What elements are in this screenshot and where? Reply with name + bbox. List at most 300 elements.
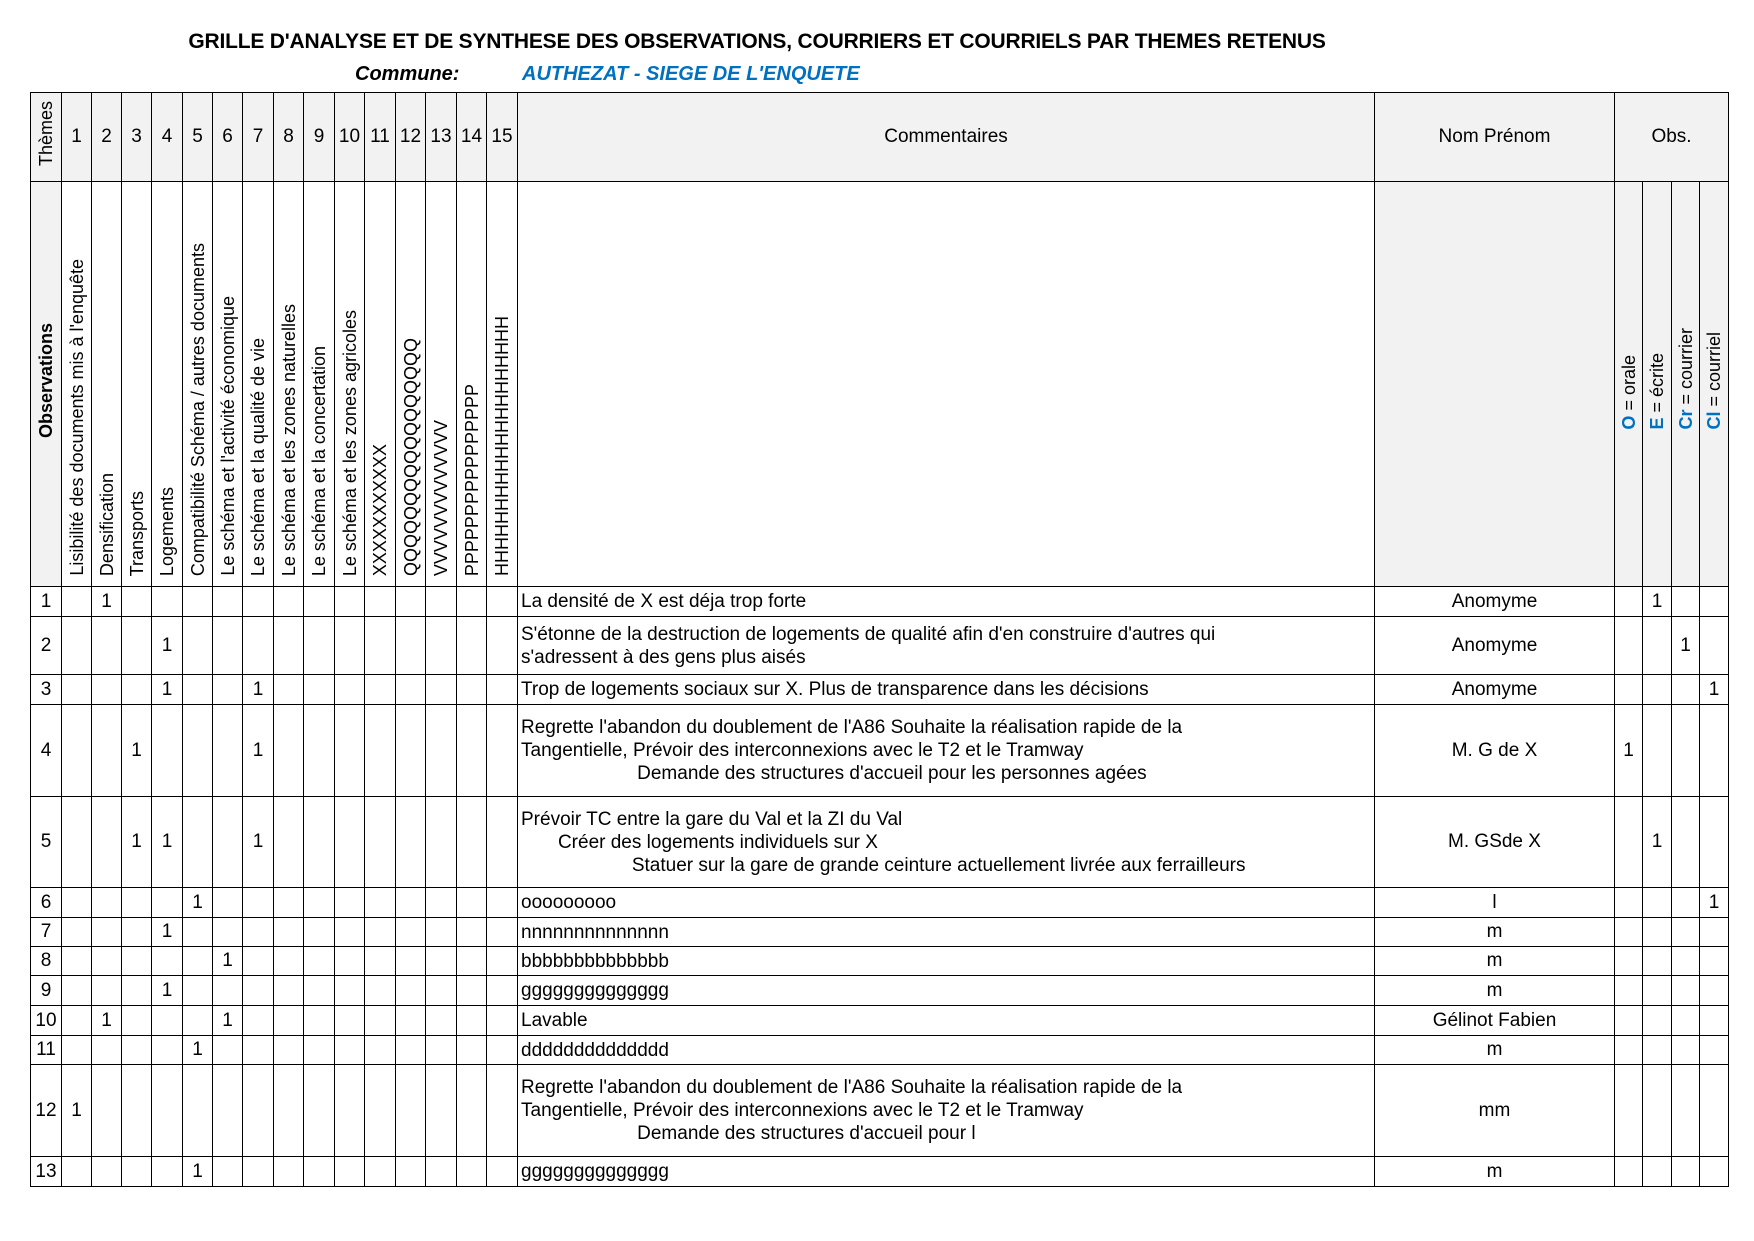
- obs-type-cl: [1700, 182, 1729, 587]
- table-row: [31, 918, 1729, 947]
- theme-mark: 1: [161, 831, 173, 852]
- theme-mark-cell: [274, 797, 304, 888]
- obs-mark-cell: [1672, 1036, 1700, 1065]
- theme-mark-cell: [92, 587, 122, 617]
- theme-mark-cell: [243, 1157, 274, 1187]
- obs-mark-cell: [1643, 675, 1672, 705]
- theme-mark-cell: [62, 918, 92, 947]
- theme-mark-cell: [396, 1065, 426, 1157]
- comment-line: S'étonne de la destruction de logements de qualité afin d'en construire d'autres qui: [521, 623, 1216, 645]
- observation-id: 3: [40, 678, 52, 700]
- theme-mark-cell: [396, 1157, 426, 1187]
- theme-mark-cell: [213, 888, 243, 918]
- obs-mark-cell: [1643, 888, 1672, 918]
- theme-name-9: [304, 182, 335, 587]
- theme-mark-cell: [304, 888, 335, 918]
- theme-mark-cell: [274, 918, 304, 947]
- theme-mark-cell: [487, 675, 518, 705]
- theme-mark-cell: [396, 617, 426, 675]
- theme-name-13: [426, 182, 457, 587]
- comment-cell: [518, 1065, 1375, 1157]
- theme-mark-cell: [243, 976, 274, 1006]
- theme-mark-cell: [62, 587, 92, 617]
- theme-mark-cell: [304, 617, 335, 675]
- theme-mark-cell: [152, 1036, 183, 1065]
- obs-mark-cell: [1643, 617, 1672, 675]
- comment-line: Regrette l'abandon du doublement de l'A86 Souhaite la réalisation rapide de la: [521, 717, 1183, 738]
- theme-mark-cell: [274, 617, 304, 675]
- theme-mark-cell: [426, 918, 457, 947]
- theme-mark-cell: [396, 888, 426, 918]
- obs-mark-cell: [1700, 675, 1729, 705]
- theme-mark-cell: [92, 617, 122, 675]
- theme-mark-cell: [426, 976, 457, 1006]
- theme-mark-cell: [152, 705, 183, 797]
- theme-mark-cell: [92, 1006, 122, 1036]
- theme-mark-cell: [183, 705, 213, 797]
- obs-mark-cell: [1672, 1157, 1700, 1187]
- theme-mark-cell: [92, 888, 122, 918]
- theme-mark-cell: [183, 1157, 213, 1187]
- comments-header: [518, 93, 1375, 182]
- theme-mark-cell: [62, 1065, 92, 1157]
- theme-mark-cell: [92, 1157, 122, 1187]
- theme-name-2: [92, 182, 122, 587]
- theme-name-6: [213, 182, 243, 587]
- obs-mark-cell: [1643, 705, 1672, 797]
- observation-number: [31, 947, 62, 976]
- comment-cell: [518, 888, 1375, 918]
- theme-mark-cell: [426, 1157, 457, 1187]
- theme-mark-cell: [457, 705, 487, 797]
- obs-mark-cell: [1672, 1065, 1700, 1157]
- theme-mark-cell: [274, 1036, 304, 1065]
- obs-type-key: E: [1647, 417, 1667, 430]
- theme-number-4: [152, 93, 183, 182]
- theme-mark-cell: [213, 1065, 243, 1157]
- obs-mark: 1: [1680, 634, 1691, 656]
- theme-mark-cell: [457, 918, 487, 947]
- theme-name-5: [183, 182, 213, 587]
- person-name: m: [1486, 979, 1503, 1001]
- theme-name: Lisibilité des documents mis à l'enquête: [66, 259, 87, 576]
- comments-header-label: Commentaires: [884, 126, 1008, 147]
- obs-type-label: = orale: [1618, 355, 1639, 416]
- theme-mark: 1: [71, 1099, 82, 1121]
- theme-number: 2: [101, 126, 112, 147]
- comment-cell: [518, 797, 1375, 888]
- theme-mark-cell: [396, 675, 426, 705]
- theme-mark-cell: [335, 675, 365, 705]
- obs-mark-cell: [1700, 705, 1729, 797]
- comment-cell: [518, 617, 1375, 675]
- theme-mark-cell: [122, 976, 152, 1006]
- table-row: [31, 1157, 1729, 1187]
- obs-mark-cell: [1615, 587, 1643, 617]
- obs-mark-cell: [1615, 918, 1643, 947]
- theme-name: Le schéma et les zones agricoles: [339, 309, 360, 576]
- comment-line: gggggggggggggg: [521, 1161, 669, 1182]
- theme-mark-cell: [152, 675, 183, 705]
- theme-name-15: [487, 182, 518, 587]
- theme-mark-cell: [396, 587, 426, 617]
- theme-mark-cell: [213, 1006, 243, 1036]
- obs-mark-cell: [1643, 976, 1672, 1006]
- theme-number: 6: [222, 126, 233, 147]
- theme-name-8: [274, 182, 304, 587]
- theme-mark-cell: [243, 1036, 274, 1065]
- theme-mark-cell: [304, 918, 335, 947]
- theme-mark-cell: [122, 918, 152, 947]
- theme-number-9: [304, 93, 335, 182]
- theme-mark-cell: [335, 976, 365, 1006]
- theme-mark-cell: [396, 705, 426, 797]
- theme-mark-cell: [304, 1006, 335, 1036]
- theme-mark-cell: [152, 976, 183, 1006]
- theme-mark: 1: [161, 979, 173, 1001]
- theme-mark-cell: [426, 888, 457, 918]
- theme-number: 8: [283, 126, 294, 147]
- theme-mark-cell: [122, 1006, 152, 1036]
- theme-mark-cell: [365, 797, 396, 888]
- theme-mark-cell: [426, 587, 457, 617]
- theme-mark-cell: [122, 1065, 152, 1157]
- obs-mark-cell: [1615, 1065, 1643, 1157]
- theme-mark: 1: [101, 1009, 112, 1031]
- theme-mark-cell: [426, 797, 457, 888]
- theme-name: VVVVVVVVVVVVV: [431, 419, 451, 576]
- theme-mark-cell: [457, 1157, 487, 1187]
- obs-mark-cell: [1700, 918, 1729, 947]
- observations-label: Observations: [35, 323, 56, 439]
- theme-mark-cell: [365, 1065, 396, 1157]
- theme-mark: 1: [252, 831, 264, 852]
- theme-mark-cell: [183, 1036, 213, 1065]
- theme-mark-cell: [213, 976, 243, 1006]
- table-row: [31, 976, 1729, 1006]
- theme-name-12: [396, 182, 426, 587]
- theme-mark-cell: [365, 705, 396, 797]
- person-name: l: [1492, 891, 1497, 913]
- table-row: [31, 705, 1729, 797]
- theme-mark-cell: [243, 1065, 274, 1157]
- theme-mark-cell: [274, 675, 304, 705]
- obs-mark-cell: [1700, 587, 1729, 617]
- theme-mark-cell: [487, 976, 518, 1006]
- theme-mark-cell: [62, 1157, 92, 1187]
- theme-mark-cell: [335, 918, 365, 947]
- theme-mark-cell: [152, 617, 183, 675]
- obs-mark-cell: [1643, 1006, 1672, 1036]
- theme-number-13: [426, 93, 457, 182]
- name-cell: [1375, 976, 1615, 1006]
- theme-mark-cell: [152, 947, 183, 976]
- observation-id: 13: [35, 1160, 57, 1182]
- theme-mark-cell: [335, 947, 365, 976]
- theme-mark-cell: [457, 1036, 487, 1065]
- theme-mark-cell: [426, 705, 457, 797]
- name-cell: [1375, 617, 1615, 675]
- theme-mark-cell: [304, 705, 335, 797]
- theme-name: Transports: [126, 490, 147, 576]
- theme-mark-cell: [365, 587, 396, 617]
- obs-mark-cell: [1643, 1065, 1672, 1157]
- theme-mark-cell: [152, 1065, 183, 1157]
- person-name: m: [1486, 1039, 1503, 1060]
- theme-number-11: [365, 93, 396, 182]
- name-cell: [1375, 1036, 1615, 1065]
- theme-mark: 1: [161, 921, 173, 942]
- theme-mark-cell: [152, 587, 183, 617]
- theme-mark-cell: [274, 976, 304, 1006]
- theme-mark-cell: [365, 1006, 396, 1036]
- theme-mark-cell: [92, 1036, 122, 1065]
- person-name: Anomyme: [1451, 590, 1538, 612]
- obs-mark-cell: [1672, 675, 1700, 705]
- theme-mark-cell: [487, 1065, 518, 1157]
- obs-mark-cell: [1615, 705, 1643, 797]
- table-row: [31, 797, 1729, 888]
- theme-mark-cell: [122, 617, 152, 675]
- comment-line: gggggggggggggg: [521, 980, 669, 1001]
- theme-mark-cell: [274, 587, 304, 617]
- theme-number-6: [213, 93, 243, 182]
- theme-mark-cell: [457, 797, 487, 888]
- theme-mark-cell: [62, 976, 92, 1006]
- theme-mark-cell: [365, 947, 396, 976]
- obs-mark-cell: [1615, 675, 1643, 705]
- theme-name: Le schéma et les zones naturelles: [278, 303, 299, 576]
- theme-mark-cell: [92, 1065, 122, 1157]
- theme-mark-cell: [92, 918, 122, 947]
- person-name: m: [1486, 950, 1503, 971]
- theme-number-5: [183, 93, 213, 182]
- obs-mark-cell: [1615, 947, 1643, 976]
- theme-mark: 1: [192, 891, 203, 913]
- theme-number: 3: [131, 126, 142, 147]
- theme-mark-cell: [183, 918, 213, 947]
- theme-mark-cell: [365, 1157, 396, 1187]
- observation-id: 12: [35, 1099, 57, 1121]
- theme-mark: 1: [161, 678, 173, 700]
- theme-mark-cell: [92, 675, 122, 705]
- person-name: m: [1486, 1160, 1503, 1182]
- name-blank-header: [1375, 182, 1615, 587]
- table-row: [31, 947, 1729, 976]
- obs-mark-cell: [1643, 918, 1672, 947]
- theme-number: 10: [338, 126, 361, 147]
- theme-mark-cell: [426, 947, 457, 976]
- theme-mark-cell: [457, 947, 487, 976]
- theme-mark-cell: [92, 705, 122, 797]
- obs-type-legend: [1616, 355, 1642, 430]
- theme-mark-cell: [365, 888, 396, 918]
- theme-mark-cell: [457, 1006, 487, 1036]
- theme-mark-cell: [92, 797, 122, 888]
- name-cell: [1375, 587, 1615, 617]
- obs-mark-cell: [1643, 1157, 1672, 1187]
- theme-mark-cell: [365, 1036, 396, 1065]
- person-name: Anomyme: [1451, 678, 1538, 700]
- theme-mark-cell: [335, 617, 365, 675]
- theme-mark-cell: [487, 797, 518, 888]
- theme-mark-cell: [213, 587, 243, 617]
- theme-mark-cell: [426, 1036, 457, 1065]
- theme-name: XXXXXXXXXXX: [370, 443, 390, 576]
- theme-mark-cell: [213, 918, 243, 947]
- table-row: [31, 587, 1729, 617]
- theme-mark-cell: [335, 1065, 365, 1157]
- theme-number-12: [396, 93, 426, 182]
- theme-mark-cell: [62, 617, 92, 675]
- table-row: [31, 675, 1729, 705]
- obs-mark-cell: [1672, 587, 1700, 617]
- comment-cell: [518, 1157, 1375, 1187]
- theme-name: Le schéma et l'activité économique: [217, 296, 238, 576]
- theme-mark-cell: [62, 1036, 92, 1065]
- theme-mark-cell: [274, 1006, 304, 1036]
- themes-label: Thèmes: [35, 101, 56, 167]
- obs-mark-cell: [1700, 888, 1729, 918]
- observation-number: [31, 1036, 62, 1065]
- theme-mark-cell: [457, 587, 487, 617]
- theme-mark-cell: [152, 888, 183, 918]
- theme-mark-cell: [183, 888, 213, 918]
- theme-name-11: [365, 182, 396, 587]
- theme-mark: 1: [131, 739, 142, 761]
- obs-mark-cell: [1615, 797, 1643, 888]
- theme-mark-cell: [92, 976, 122, 1006]
- theme-number: 5: [192, 126, 203, 147]
- comment-cell: [518, 587, 1375, 617]
- theme-mark-cell: [365, 918, 396, 947]
- theme-mark-cell: [243, 705, 274, 797]
- observation-number: [31, 587, 62, 617]
- theme-number-14: [457, 93, 487, 182]
- person-name: M. GSde X: [1448, 831, 1541, 852]
- obs-type-label: = courriel: [1704, 332, 1724, 412]
- theme-mark-cell: [304, 1065, 335, 1157]
- obs-mark-cell: [1615, 1157, 1643, 1187]
- theme-name: Le schéma et la concertation: [309, 345, 329, 576]
- comment-cell: [518, 918, 1375, 947]
- theme-mark-cell: [183, 947, 213, 976]
- theme-mark-cell: [183, 1065, 213, 1157]
- theme-number: 11: [370, 126, 390, 147]
- theme-mark-cell: [213, 617, 243, 675]
- theme-mark: 1: [252, 739, 264, 761]
- theme-name-3: [122, 182, 152, 587]
- obs-mark-cell: [1672, 947, 1700, 976]
- theme-mark-cell: [183, 617, 213, 675]
- comment-line: Tangentielle, Prévoir des interconnexions avec le T2 et le Tramway: [521, 1100, 1084, 1121]
- comment-cell: [518, 1006, 1375, 1036]
- theme-mark-cell: [274, 705, 304, 797]
- theme-mark-cell: [243, 617, 274, 675]
- theme-mark-cell: [213, 705, 243, 797]
- theme-mark-cell: [243, 918, 274, 947]
- observation-id: 10: [35, 1009, 57, 1031]
- theme-number: 14: [460, 126, 483, 147]
- table-row: [31, 1006, 1729, 1036]
- theme-mark-cell: [92, 947, 122, 976]
- theme-name-14: [457, 182, 487, 587]
- comments-blank-header: [518, 182, 1375, 587]
- theme-mark-cell: [183, 675, 213, 705]
- theme-mark-cell: [304, 797, 335, 888]
- theme-mark-cell: [396, 918, 426, 947]
- theme-mark-cell: [122, 888, 152, 918]
- obs-mark: 1: [1623, 739, 1634, 761]
- obs-mark-cell: [1615, 1036, 1643, 1065]
- comment-line: Regrette l'abandon du doublement de l'A86 Souhaite la réalisation rapide de la: [521, 1077, 1183, 1098]
- observation-id: 8: [40, 950, 52, 971]
- theme-mark-cell: [243, 1006, 274, 1036]
- theme-mark: 1: [131, 831, 142, 852]
- theme-mark-cell: [335, 1036, 365, 1065]
- theme-mark-cell: [457, 1065, 487, 1157]
- comment-line: Prévoir TC entre la gare du Val et la ZI du Val: [521, 808, 903, 830]
- theme-mark-cell: [487, 888, 518, 918]
- theme-mark-cell: [183, 976, 213, 1006]
- theme-mark-cell: [304, 976, 335, 1006]
- obs-mark-cell: [1672, 1006, 1700, 1036]
- observation-id: 2: [40, 634, 52, 656]
- comment-line: Lavable: [521, 1010, 588, 1031]
- obs-mark-cell: [1700, 1157, 1729, 1187]
- obs-mark-cell: [1615, 1006, 1643, 1036]
- name-header: [1375, 93, 1615, 182]
- theme-mark-cell: [122, 587, 152, 617]
- theme-mark-cell: [396, 797, 426, 888]
- obs-type-key: Cr: [1675, 409, 1696, 430]
- obs-mark: 1: [1651, 831, 1663, 852]
- observations-label-cell: [31, 182, 62, 587]
- obs-mark-cell: [1700, 617, 1729, 675]
- theme-mark-cell: [243, 888, 274, 918]
- theme-mark-cell: [457, 675, 487, 705]
- comment-cell: [518, 1036, 1375, 1065]
- theme-mark-cell: [365, 617, 396, 675]
- table-row: [31, 1036, 1729, 1065]
- comment-line: bbbbbbbbbbbbbb: [521, 950, 669, 972]
- table-row: [31, 888, 1729, 918]
- observation-number: [31, 918, 62, 947]
- observation-id: 6: [40, 891, 52, 913]
- comment-line: Statuer sur la gare de grande ceinture actuellement livrée aux ferrailleurs: [521, 854, 1246, 876]
- theme-mark-cell: [62, 947, 92, 976]
- theme-number: 9: [313, 126, 325, 147]
- themes-label-cell: [31, 93, 62, 182]
- theme-mark-cell: [396, 976, 426, 1006]
- obs-mark-cell: [1615, 617, 1643, 675]
- themes-header-row: [31, 93, 1729, 182]
- obs-mark-cell: [1700, 797, 1729, 888]
- theme-mark-cell: [487, 1036, 518, 1065]
- obs-type-legend: [1673, 328, 1699, 430]
- theme-mark-cell: [457, 888, 487, 918]
- theme-name-10: [335, 182, 365, 587]
- comment-cell: [518, 705, 1375, 797]
- name-header-label: Nom Prénom: [1438, 126, 1551, 147]
- name-cell: [1375, 918, 1615, 947]
- theme-number: 1: [71, 126, 82, 147]
- theme-names-row: [31, 182, 1729, 587]
- obs-mark-cell: [1672, 705, 1700, 797]
- theme-name: HHHHHHHHHHHHHHHHHHHH: [492, 316, 512, 576]
- comment-line: ooooooooo: [521, 892, 617, 913]
- obs-type-key: O: [1618, 415, 1639, 430]
